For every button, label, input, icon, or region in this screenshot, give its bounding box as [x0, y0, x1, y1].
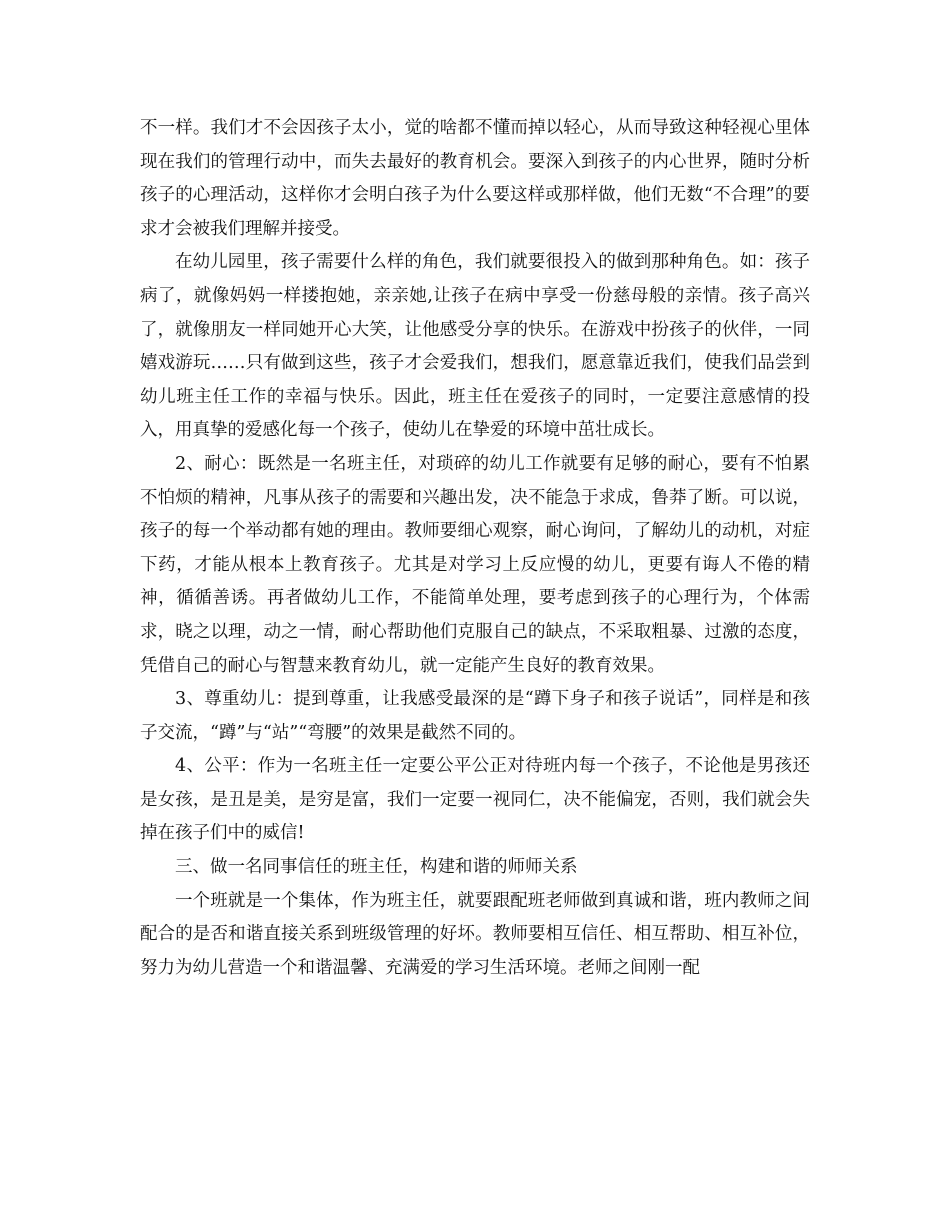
paragraph-continuation: 不一样。我们才不会因孩子太小，觉的啥都不懂而掉以轻心，从而导致这种轻视心里体现在我们的管理行动中，而失去最好的教育机会。要深入到孩子的内心世界，随时分析孩子的心理活动，这样你才会明白孩子为什么要这样或那样做，他们无数“不合理”的要求才会被我们理解并接受。 [140, 118, 810, 239]
paragraph-patience: 2、耐心：既然是一名班主任，对琐碎的幼儿工作就要有足够的耐心，要有不怕累不怕烦的精神，凡事从孩子的需要和兴趣出发，决不能急于求成，鲁莽了断。可以说，孩子的每一个举动都有她的理由。教师要细心观察，耐心询问，了解幼儿的动机，对症下药，才能从根本上教育孩子。尤其是对学习上反应慢的幼儿，更要有诲人不倦的精神，循循善诱。再者做幼儿工作，不能简单处理，要考虑到孩子的心理行为，个体需求，晓之以理，动之一情，耐心帮助他们克服自己的缺点，不采取粗暴、过激的态度，凭借自己的耐心与智慧来教育幼儿，就一定能产生良好的教育效果。 [140, 453, 810, 676]
paragraph-team-harmony: 一个班就是一个集体，作为班主任，就要跟配班老师做到真诚和谐，班内教师之间配合的是否和谐直接关系到班级管理的好坏。教师要相互信任、相互帮助、相互补位，努力为幼儿营造一个和谐温馨、充满爱的学习生活环境。老师之间刚一配 [140, 890, 810, 978]
paragraph-respect: 3、尊重幼儿：提到尊重，让我感受最深的是“蹲下身子和孩子说话”，同样是和孩子交流，“蹲”与“站”“弯腰”的效果是截然不同的。 [140, 689, 810, 743]
paragraph-role-play: 在幼儿园里，孩子需要什么样的角色，我们就要很投入的做到那种角色。如：孩子病了，就像妈妈一样搂抱她，亲亲她,让孩子在病中享受一份慈母般的亲情。孩子高兴了，就像朋友一样同她开心大笑，让他感受分享的快乐。在游戏中扮孩子的伙伴，一同嬉戏游玩……只有做到这些，孩子才会爱我们，想我们，愿意靠近我们，使我们品尝到幼儿班主任工作的幸福与快乐。因此，班主任在爱孩子的同时，一定要注意感情的投入，用真挚的爱感化每一个孩子，使幼儿在挚爱的环境中茁壮成长。 [140, 252, 810, 441]
section-heading-colleague-trust: 三、做一名同事信任的班主任，构建和谐的师师关系 [175, 857, 578, 878]
paragraph-fairness: 4、公平：作为一名班主任一定要公平公正对待班内每一个孩子，不论他是男孩还是女孩，是丑是美，是穷是富，我们一定要一视同仁，决不能偏宠，否则，我们就会失掉在孩子们中的威信! [140, 756, 810, 844]
